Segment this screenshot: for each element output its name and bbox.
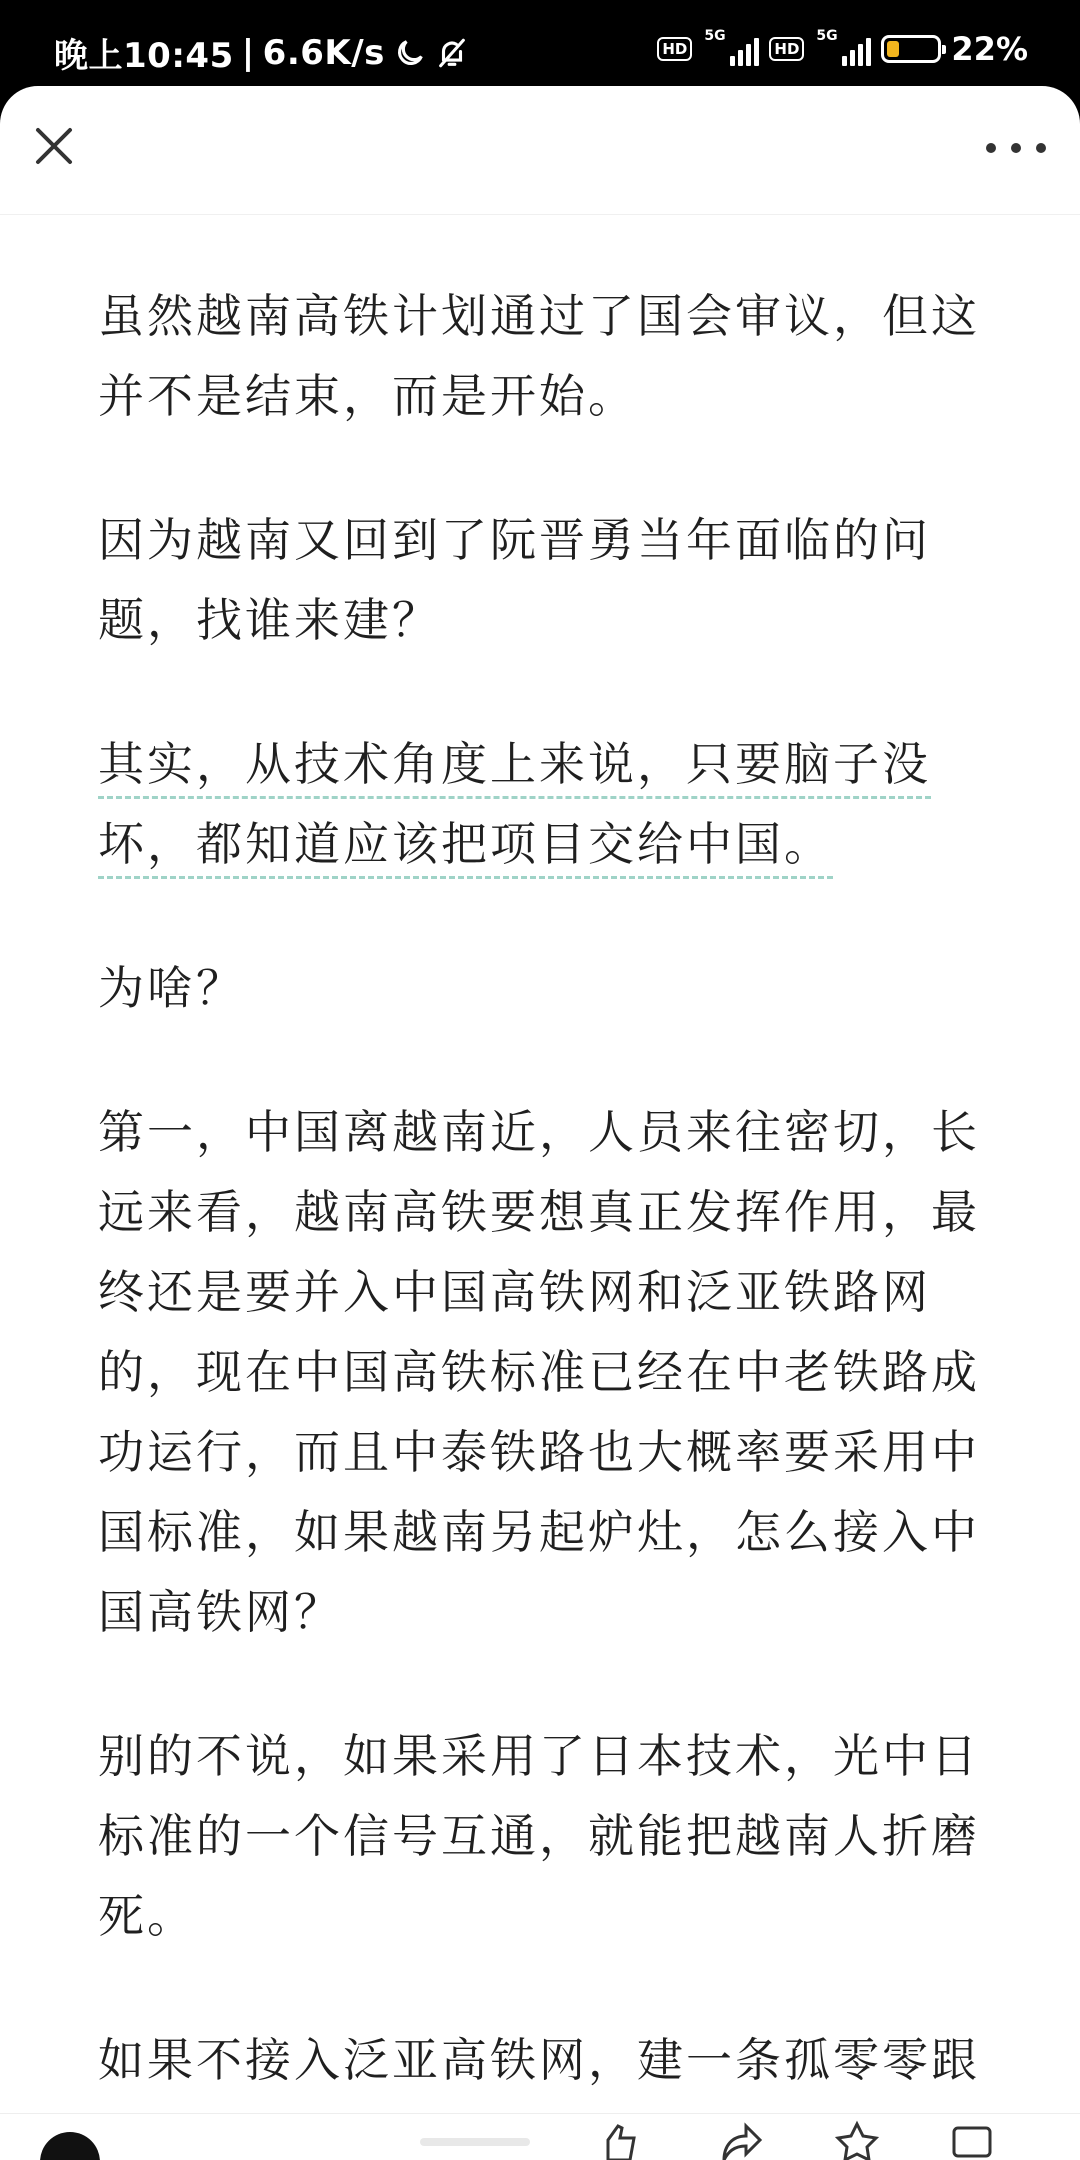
more-dots-icon [986,143,996,153]
hd-badge-2: HD [769,37,804,61]
paragraph: 别的不说，如果采用了日本技术，光中日标准的一个信号互通，就能把越南人折磨死。 [98,1729,980,1943]
close-button[interactable] [28,120,80,172]
battery-icon [881,35,941,63]
highlighted-paragraph[interactable]: 其实，从技术角度上来说，只要脑子没坏，都知道应该把项目交给中国。 [98,737,931,871]
like-icon[interactable] [600,2120,644,2160]
collect-icon[interactable] [835,2120,879,2160]
article-body [98,276,998,2160]
paragraph: 如果不接入泛亚高铁网，建一条孤零零跟 [98,2033,980,2087]
comment-icon[interactable] [950,2120,994,2160]
status-bar [0,0,1080,88]
signal-icon [702,28,759,66]
paragraph: 第一，中国离越南近，人员来往密切，长远来看，越南高铁要想真正发挥作用，最终还是要并入中国高铁网和泛亚铁路网的，现在中国高铁标准已经在中老铁路成功运行，而且中泰铁路也大概率要采用中国标准，如果越南另起炉灶，怎么接入中国高铁网？ [98,1105,980,1639]
hd-badge-1: HD [657,37,692,61]
article-sheet [0,86,1080,2160]
battery-percent: 22% [951,30,1028,68]
paragraph: 因为越南又回到了阮晋勇当年面临的问题，找谁来建？ [98,513,931,647]
close-icon [28,120,80,172]
comment-input[interactable] [420,2138,530,2146]
status-time: 晚上10:45 [54,36,234,76]
bell-off-icon [435,36,469,70]
paragraph: 为啥？ [98,961,245,1015]
avatar[interactable] [40,2132,100,2160]
network-type-2: 5G [816,28,838,44]
share-icon[interactable] [720,2120,764,2160]
article-header [0,86,1080,215]
paragraph: 虽然越南高铁计划通过了国会审议，但这并不是结束，而是开始。 [98,289,980,423]
moon-icon [393,36,427,70]
bottom-toolbar [0,2113,1080,2160]
more-options-button[interactable] [986,140,1046,156]
network-speed: 6.6K/s [262,32,385,73]
network-type-1: 5G [704,28,726,44]
status-left: 晚上10:45 | 6.6K/s [54,28,469,77]
status-right [657,30,1028,68]
signal-icon [814,28,871,66]
